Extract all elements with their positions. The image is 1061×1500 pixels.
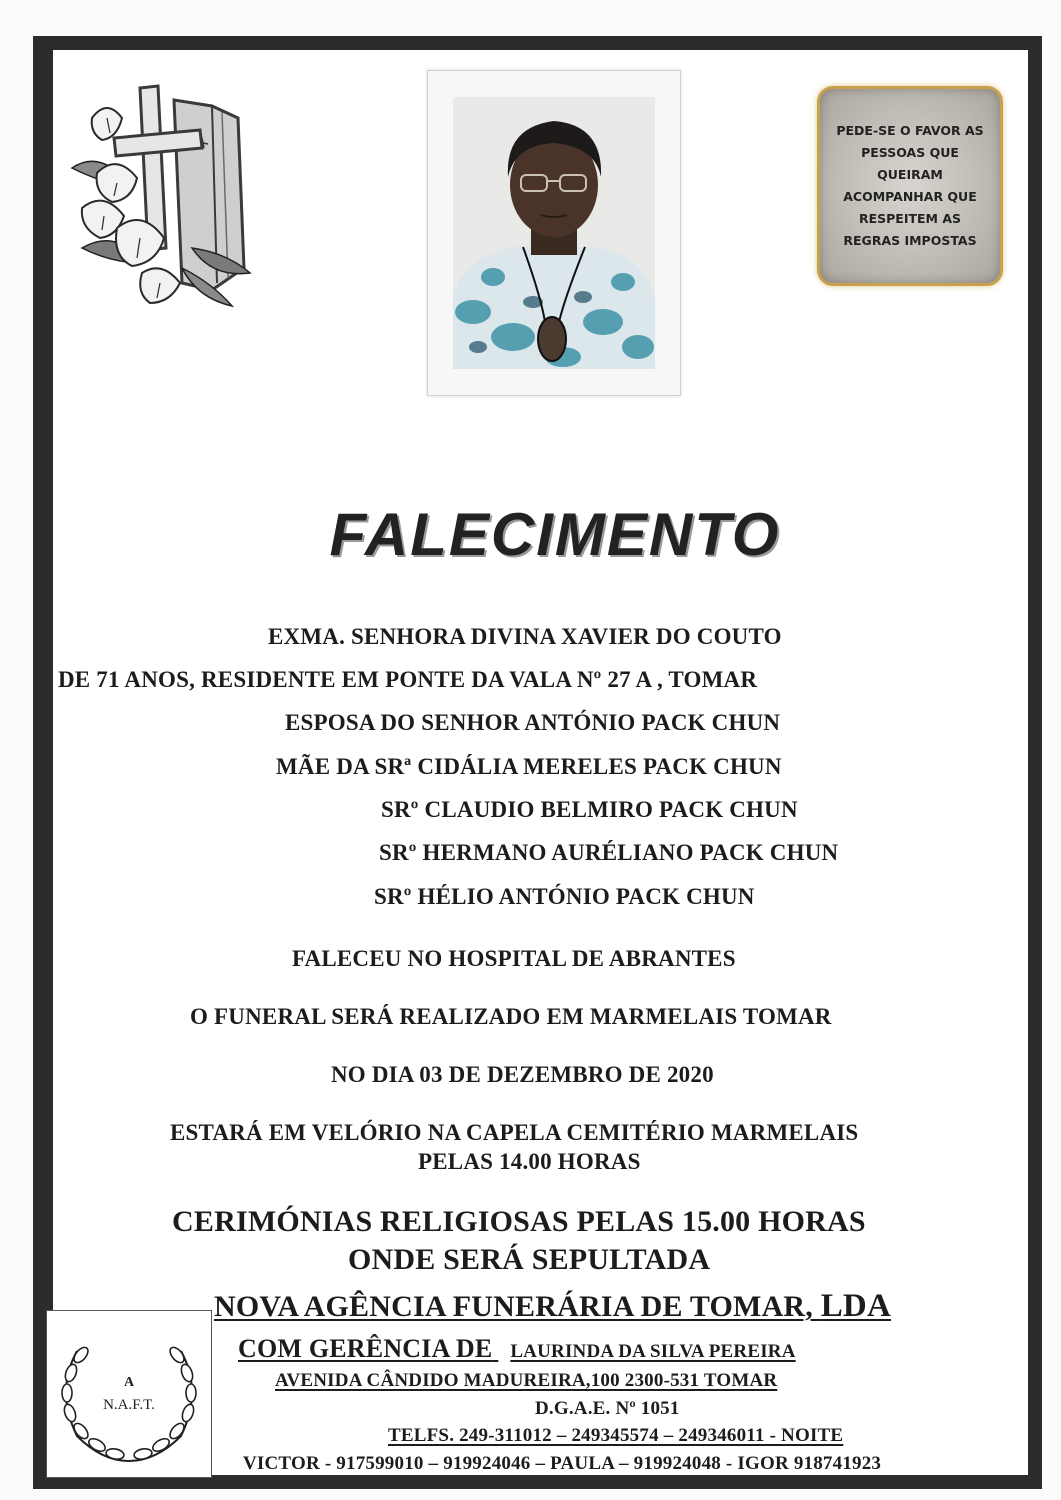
notice-line: RESPEITEM AS [858,211,962,226]
manager-name: LAURINDA DA SILVA PEREIRA [510,1341,796,1362]
covid-rules-notice-box [817,86,1003,286]
notice-line: PEDE-SE O FAVOR AS [836,123,984,138]
agency-address: AVENIDA CÂNDIDO MADUREIRA,100 2300-531 TOMAR [275,1370,778,1391]
age-residence-line: DE 71 ANOS, RESIDENTE EM PONTE DA VALA Nº 27 A , TOMAR [58,667,758,692]
notice-line: PESSOAS QUE [861,145,959,160]
funeral-agency-name-main: NOVA AGÊNCIA FUNERÁRIA DE TOMAR, [214,1290,814,1323]
notice-line: QUEIRAM [877,167,943,182]
death-place-line: FALECEU NO HOSPITAL DE ABRANTES [292,946,736,971]
notice-text [825,120,995,252]
notice-line: REGRAS IMPOSTAS [843,233,977,248]
spouse-line: ESPOSA DO SENHOR ANTÓNIO PACK CHUN [285,710,781,735]
portrait-photo-frame [427,70,681,396]
logo-initials: N.A.F.T. [103,1397,155,1413]
page-title: FALECIMENTO [329,501,781,568]
child-line: SRº CLAUDIO BELMIRO PACK CHUN [381,797,798,822]
funeral-agency-name [214,1288,891,1325]
wake-location-line: ESTARÁ EM VELÓRIO NA CAPELA CEMITÉRIO MARMELAIS [170,1120,859,1145]
child-line: SRº HÉLIO ANTÓNIO PACK CHUN [374,884,755,909]
funeral-location-line: O FUNERAL SERÁ REALIZADO EM MARMELAIS TOMAR [190,1004,832,1029]
ceremony-time-line: CERIMÓNIAS RELIGIOSAS PELAS 15.00 HORAS [172,1205,866,1238]
notice-line: ACOMPANHAR QUE [843,189,977,204]
cross-lily-illustration [62,78,252,310]
management-line [238,1334,796,1364]
logo-letter: A [123,1375,135,1390]
portrait-photo [453,97,655,369]
wake-time-line: PELAS 14.00 HORAS [418,1149,641,1174]
funeral-date-line: NO DIA 03 DE DEZEMBRO DE 2020 [331,1062,714,1087]
deceased-name-line: EXMA. SENHORA DIVINA XAVIER DO COUTO [268,624,782,649]
mother-of-line: MÃE DA SRª CIDÁLIA MERELES PACK CHUN [276,754,782,779]
contact-numbers: VICTOR - 917599010 – 919924046 – PAULA – 919924048 - IGOR 918741923 [243,1453,882,1474]
funeral-agency-suffix: LDA [820,1288,891,1324]
child-line: SRº HERMANO AURÉLIANO PACK CHUN [379,840,839,865]
dgae-number: D.G.A.E. Nº 1051 [535,1398,680,1419]
management-label: COM GERÊNCIA DE [238,1334,493,1363]
burial-line: ONDE SERÁ SEPULTADA [348,1243,711,1276]
phone-numbers: TELFS. 249-311012 – 249345574 – 249346011 - NOITE [388,1425,844,1446]
naft-logo [46,1310,212,1478]
